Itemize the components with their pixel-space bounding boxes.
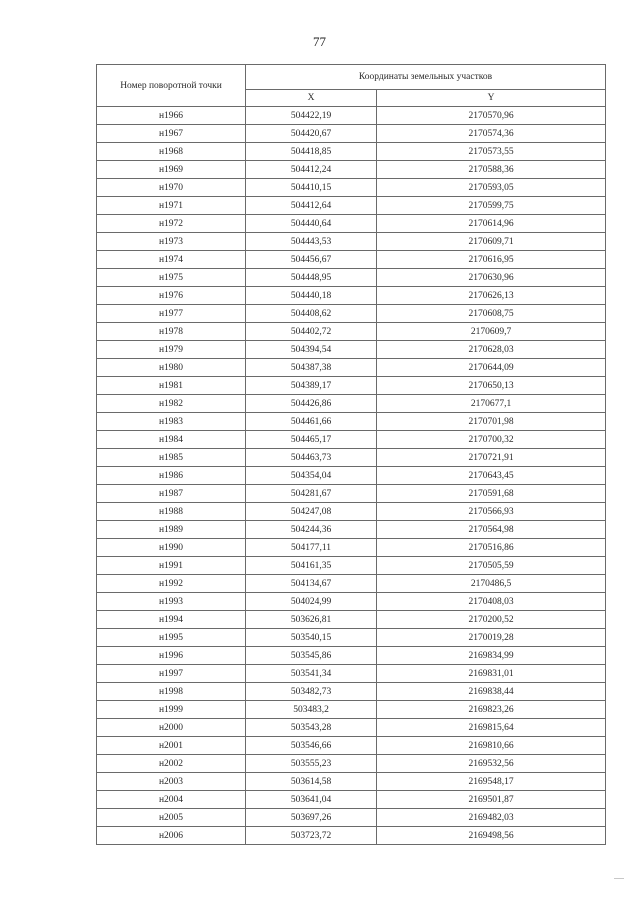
x-coordinate-cell: 504354,04: [246, 467, 377, 485]
table-row: [97, 359, 606, 377]
point-number-cell: н2006: [97, 827, 246, 845]
table-row: [97, 431, 606, 449]
table-row: [97, 467, 606, 485]
x-coordinate-cell: 504024,99: [246, 593, 377, 611]
y-coordinate-cell: 2170643,45: [377, 467, 606, 485]
y-coordinate-cell: 2170019,28: [377, 629, 606, 647]
point-number-cell: н1970: [97, 179, 246, 197]
point-number-cell: н1984: [97, 431, 246, 449]
x-coordinate-cell: 503641,04: [246, 791, 377, 809]
y-coordinate-cell: 2170721,91: [377, 449, 606, 467]
point-number-cell: н1968: [97, 143, 246, 161]
table-body: [97, 107, 606, 845]
x-coordinate-cell: 504389,17: [246, 377, 377, 395]
point-number-cell: н1989: [97, 521, 246, 539]
x-coordinate-cell: 504463,73: [246, 449, 377, 467]
x-coordinate-cell: 504408,62: [246, 305, 377, 323]
x-coordinate-cell: 503540,15: [246, 629, 377, 647]
x-coordinate-cell: 504418,85: [246, 143, 377, 161]
table-row: [97, 575, 606, 593]
table-row: [97, 737, 606, 755]
y-coordinate-cell: 2169548,17: [377, 773, 606, 791]
coordinates-table: [96, 64, 606, 845]
table-row: [97, 341, 606, 359]
table-row: [97, 143, 606, 161]
point-number-cell: н1996: [97, 647, 246, 665]
y-coordinate-cell: 2170200,52: [377, 611, 606, 629]
x-coordinate-cell: 503482,73: [246, 683, 377, 701]
y-coordinate-cell: 2170591,68: [377, 485, 606, 503]
x-coordinate-cell: 504387,38: [246, 359, 377, 377]
y-coordinate-cell: 2170650,13: [377, 377, 606, 395]
header-x: X: [246, 90, 377, 107]
y-coordinate-cell: 2170574,36: [377, 125, 606, 143]
table-row: [97, 269, 606, 287]
table-row: [97, 539, 606, 557]
x-coordinate-cell: 504461,66: [246, 413, 377, 431]
x-coordinate-cell: 504412,24: [246, 161, 377, 179]
x-coordinate-cell: 504244,36: [246, 521, 377, 539]
table-row: [97, 107, 606, 125]
x-coordinate-cell: 503626,81: [246, 611, 377, 629]
point-number-cell: н2002: [97, 755, 246, 773]
y-coordinate-cell: 2169498,56: [377, 827, 606, 845]
point-number-cell: н1987: [97, 485, 246, 503]
table-row: [97, 791, 606, 809]
y-coordinate-cell: 2170505,59: [377, 557, 606, 575]
table-row: [97, 251, 606, 269]
y-coordinate-cell: 2169838,44: [377, 683, 606, 701]
x-coordinate-cell: 504440,64: [246, 215, 377, 233]
table-row: [97, 125, 606, 143]
point-number-cell: н2003: [97, 773, 246, 791]
x-coordinate-cell: 504422,19: [246, 107, 377, 125]
x-coordinate-cell: 503541,34: [246, 665, 377, 683]
y-coordinate-cell: 2169482,03: [377, 809, 606, 827]
x-coordinate-cell: 504177,11: [246, 539, 377, 557]
point-number-cell: н1974: [97, 251, 246, 269]
header-point-number: Номер поворотной точки: [97, 65, 246, 107]
y-coordinate-cell: 2170486,5: [377, 575, 606, 593]
table-row: [97, 197, 606, 215]
point-number-cell: н1988: [97, 503, 246, 521]
x-coordinate-cell: 504465,17: [246, 431, 377, 449]
y-coordinate-cell: 2170700,32: [377, 431, 606, 449]
x-coordinate-cell: 504394,54: [246, 341, 377, 359]
y-coordinate-cell: 2170628,03: [377, 341, 606, 359]
y-coordinate-cell: 2170644,09: [377, 359, 606, 377]
table-row: [97, 611, 606, 629]
point-number-cell: н1967: [97, 125, 246, 143]
table-row: [97, 809, 606, 827]
header-coordinates: Координаты земельных участков: [246, 65, 606, 90]
point-number-cell: н1977: [97, 305, 246, 323]
point-number-cell: н1993: [97, 593, 246, 611]
y-coordinate-cell: 2169810,66: [377, 737, 606, 755]
point-number-cell: н1999: [97, 701, 246, 719]
x-coordinate-cell: 504247,08: [246, 503, 377, 521]
y-coordinate-cell: 2169834,99: [377, 647, 606, 665]
point-number-cell: н1973: [97, 233, 246, 251]
point-number-cell: н1995: [97, 629, 246, 647]
scan-mark: [614, 878, 624, 879]
point-number-cell: н1966: [97, 107, 246, 125]
y-coordinate-cell: 2170609,71: [377, 233, 606, 251]
x-coordinate-cell: 504426,86: [246, 395, 377, 413]
table-row: [97, 773, 606, 791]
point-number-cell: н1990: [97, 539, 246, 557]
x-coordinate-cell: 503545,86: [246, 647, 377, 665]
point-number-cell: н1991: [97, 557, 246, 575]
point-number-cell: н2004: [97, 791, 246, 809]
x-coordinate-cell: 503543,28: [246, 719, 377, 737]
table-row: [97, 377, 606, 395]
y-coordinate-cell: 2170408,03: [377, 593, 606, 611]
y-coordinate-cell: 2170573,55: [377, 143, 606, 161]
point-number-cell: н1994: [97, 611, 246, 629]
table-row: [97, 287, 606, 305]
y-coordinate-cell: 2170616,95: [377, 251, 606, 269]
x-coordinate-cell: 503723,72: [246, 827, 377, 845]
table-row: [97, 305, 606, 323]
x-coordinate-cell: 504281,67: [246, 485, 377, 503]
point-number-cell: н1972: [97, 215, 246, 233]
table-row: [97, 179, 606, 197]
point-number-cell: н1992: [97, 575, 246, 593]
point-number-cell: н1983: [97, 413, 246, 431]
y-coordinate-cell: 2170588,36: [377, 161, 606, 179]
x-coordinate-cell: 504410,15: [246, 179, 377, 197]
y-coordinate-cell: 2170570,96: [377, 107, 606, 125]
page-number: 77: [313, 34, 326, 49]
y-coordinate-cell: 2169532,56: [377, 755, 606, 773]
x-coordinate-cell: 504420,67: [246, 125, 377, 143]
table-row: [97, 719, 606, 737]
y-coordinate-cell: 2170599,75: [377, 197, 606, 215]
point-number-cell: н1997: [97, 665, 246, 683]
y-coordinate-cell: 2170614,96: [377, 215, 606, 233]
x-coordinate-cell: 504456,67: [246, 251, 377, 269]
point-number-cell: н1969: [97, 161, 246, 179]
y-coordinate-cell: 2170516,86: [377, 539, 606, 557]
y-coordinate-cell: 2169501,87: [377, 791, 606, 809]
x-coordinate-cell: 504161,35: [246, 557, 377, 575]
y-coordinate-cell: 2170626,13: [377, 287, 606, 305]
table-row: [97, 449, 606, 467]
y-coordinate-cell: 2170609,7: [377, 323, 606, 341]
point-number-cell: н2001: [97, 737, 246, 755]
table-row: [97, 521, 606, 539]
table-row: [97, 233, 606, 251]
header-y: Y: [377, 90, 606, 107]
x-coordinate-cell: 504443,53: [246, 233, 377, 251]
table-row: [97, 755, 606, 773]
y-coordinate-cell: 2170564,98: [377, 521, 606, 539]
point-number-cell: н1986: [97, 467, 246, 485]
table-row: [97, 323, 606, 341]
x-coordinate-cell: 504402,72: [246, 323, 377, 341]
table-row: [97, 647, 606, 665]
y-coordinate-cell: 2170701,98: [377, 413, 606, 431]
x-coordinate-cell: 504134,67: [246, 575, 377, 593]
x-coordinate-cell: 503614,58: [246, 773, 377, 791]
y-coordinate-cell: 2169831,01: [377, 665, 606, 683]
point-number-cell: н1975: [97, 269, 246, 287]
x-coordinate-cell: 503546,66: [246, 737, 377, 755]
point-number-cell: н1985: [97, 449, 246, 467]
y-coordinate-cell: 2169815,64: [377, 719, 606, 737]
table-row: [97, 215, 606, 233]
table-row: [97, 665, 606, 683]
point-number-cell: н1998: [97, 683, 246, 701]
point-number-cell: н1978: [97, 323, 246, 341]
point-number-cell: н2005: [97, 809, 246, 827]
table-row: [97, 701, 606, 719]
x-coordinate-cell: 503555,23: [246, 755, 377, 773]
table-row: [97, 161, 606, 179]
x-coordinate-cell: 504412,64: [246, 197, 377, 215]
x-coordinate-cell: 503483,2: [246, 701, 377, 719]
point-number-cell: н1976: [97, 287, 246, 305]
point-number-cell: н2000: [97, 719, 246, 737]
point-number-cell: н1979: [97, 341, 246, 359]
y-coordinate-cell: 2170630,96: [377, 269, 606, 287]
y-coordinate-cell: 2170608,75: [377, 305, 606, 323]
x-coordinate-cell: 504440,18: [246, 287, 377, 305]
table-row: [97, 485, 606, 503]
y-coordinate-cell: 2170593,05: [377, 179, 606, 197]
point-number-cell: н1981: [97, 377, 246, 395]
table-row: [97, 395, 606, 413]
table-row: [97, 593, 606, 611]
point-number-cell: н1982: [97, 395, 246, 413]
table-row: [97, 683, 606, 701]
y-coordinate-cell: 2170677,1: [377, 395, 606, 413]
table-row: [97, 557, 606, 575]
table-row: [97, 503, 606, 521]
point-number-cell: н1971: [97, 197, 246, 215]
x-coordinate-cell: 503697,26: [246, 809, 377, 827]
table-row: [97, 827, 606, 845]
y-coordinate-cell: 2170566,93: [377, 503, 606, 521]
x-coordinate-cell: 504448,95: [246, 269, 377, 287]
point-number-cell: н1980: [97, 359, 246, 377]
table-row: [97, 413, 606, 431]
table-row: [97, 629, 606, 647]
y-coordinate-cell: 2169823,26: [377, 701, 606, 719]
